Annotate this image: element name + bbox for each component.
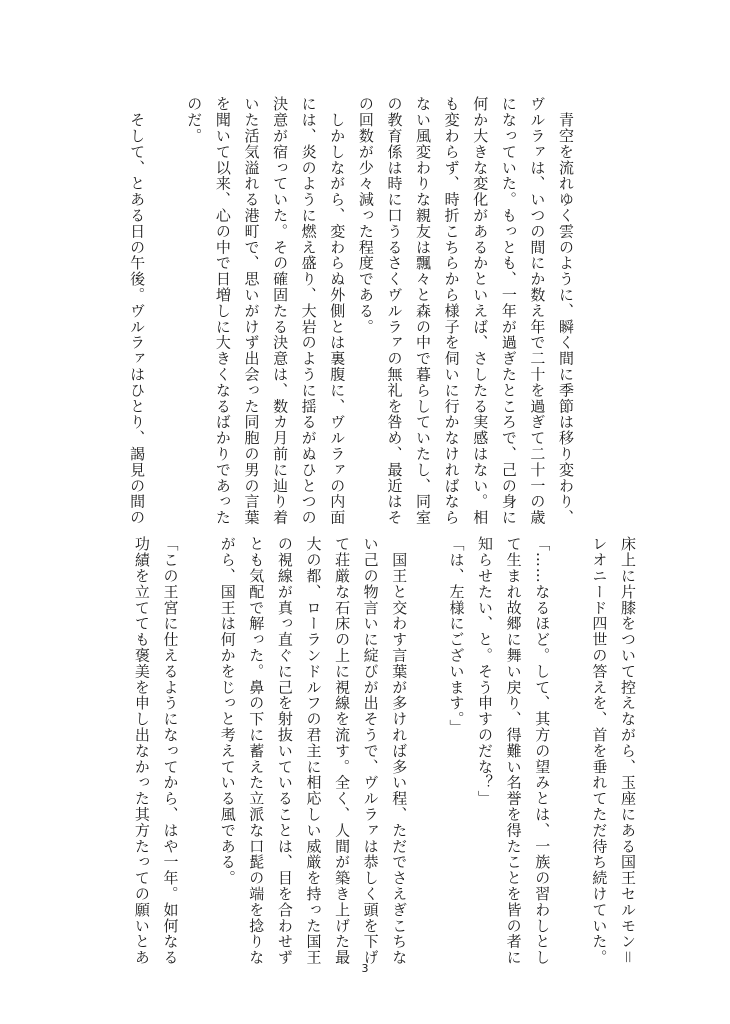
text-line: 「……なるほど。して、其方の望みとは、一族の習わしとし: [533, 536, 552, 966]
text-line: の回数が少々減った程度である。: [356, 96, 375, 335]
text-line: 決意が宿っていた。その確固たる決意は、数カ月前に辿り着: [271, 96, 290, 526]
text-line: い己の物言いに綻びが出そうで、ヴルラァは恭しく頭を下げ: [361, 536, 380, 966]
text-line: 大の都、ローランドルフの君主に相応しい威厳を持った国王: [304, 536, 323, 966]
text-line: には、炎のように燃え盛り、大岩のように揺るがぬひとつの: [299, 96, 318, 526]
text-line: 「は、左様にございます。」: [447, 536, 466, 736]
text-line: て荘厳な石床の上に視線を流す。全く、人間が築き上げた最: [333, 536, 352, 966]
text-line: とも気配で解った。鼻の下に蓄えた立派な口髭の端を捻りな: [247, 536, 266, 966]
page-number: 3: [361, 962, 369, 975]
text-line: 床上に片膝をついて控えながら、玉座にある国王セルモン＝: [619, 536, 637, 966]
text-line: のだ。: [185, 96, 204, 144]
text-line: がら、国王は何かをじっと考えている風である。: [218, 536, 237, 886]
text-line: レオニード四世の答えを、首を垂れてただ待ち続けていた。: [590, 536, 609, 966]
text-line: そして、とある日の午後。ヴルラァはひとり、謁見の間の: [128, 96, 147, 526]
text-line: 国王と交わす言葉が多ければ多い程、ただでさえぎこちな: [390, 536, 409, 966]
text-line: も変わらず、時折こちらから様子を伺いに行かなければなら: [442, 96, 461, 526]
text-line: 功績を立てても褒美を申し出なかった其方たっての願いとあ: [132, 536, 151, 966]
text-line: ない風変わりな親友は飄々と森の中で暮らしていたし、同室: [414, 96, 433, 526]
text-line: になっていた。もっとも、一年が過ぎたところで、己の身に: [499, 96, 518, 526]
blank-line: [556, 536, 585, 946]
text-line: て生まれ故郷に舞い戻り、得難い名誉を得たことを皆の者に: [504, 536, 523, 966]
text-line: いた活気溢れる港町で、思いがけず出会った同胞の男の言葉: [242, 96, 261, 526]
text-line: しかしながら、変わらぬ外側とは裏腹に、ヴルラァの内面: [328, 96, 347, 526]
text-line: 知らせたい、と。そう申すのだな？」: [476, 536, 495, 807]
text-line: を聞いて以来、心の中で日増しに大きくなるばかりであった: [213, 96, 232, 526]
text-line: の教育係は時に口うるさくヴルラァの無礼を咎め、最近はそ: [385, 96, 404, 526]
lower-text-block: [102, 536, 642, 966]
text-line: の視線が真っ直ぐに己を射抜いていることは、目を合わせず: [275, 536, 294, 966]
text-line: 何か大きな変化があるかといえば、さしたる実感はない。相: [471, 96, 490, 526]
blank-line: [413, 536, 442, 946]
upper-text-block: [128, 96, 580, 526]
blank-line: [185, 536, 214, 946]
text-line: 青空を流れゆく雲のように、瞬く間に季節は移り変わり、: [557, 96, 575, 526]
blank-line: [151, 96, 180, 506]
text-line: ヴルラァは、いつの間にか数え年で二十を過ぎて二十一の歳: [528, 96, 547, 526]
text-line: 「この王宮に仕えるようになってから、はや一年。如何なる: [161, 536, 180, 966]
